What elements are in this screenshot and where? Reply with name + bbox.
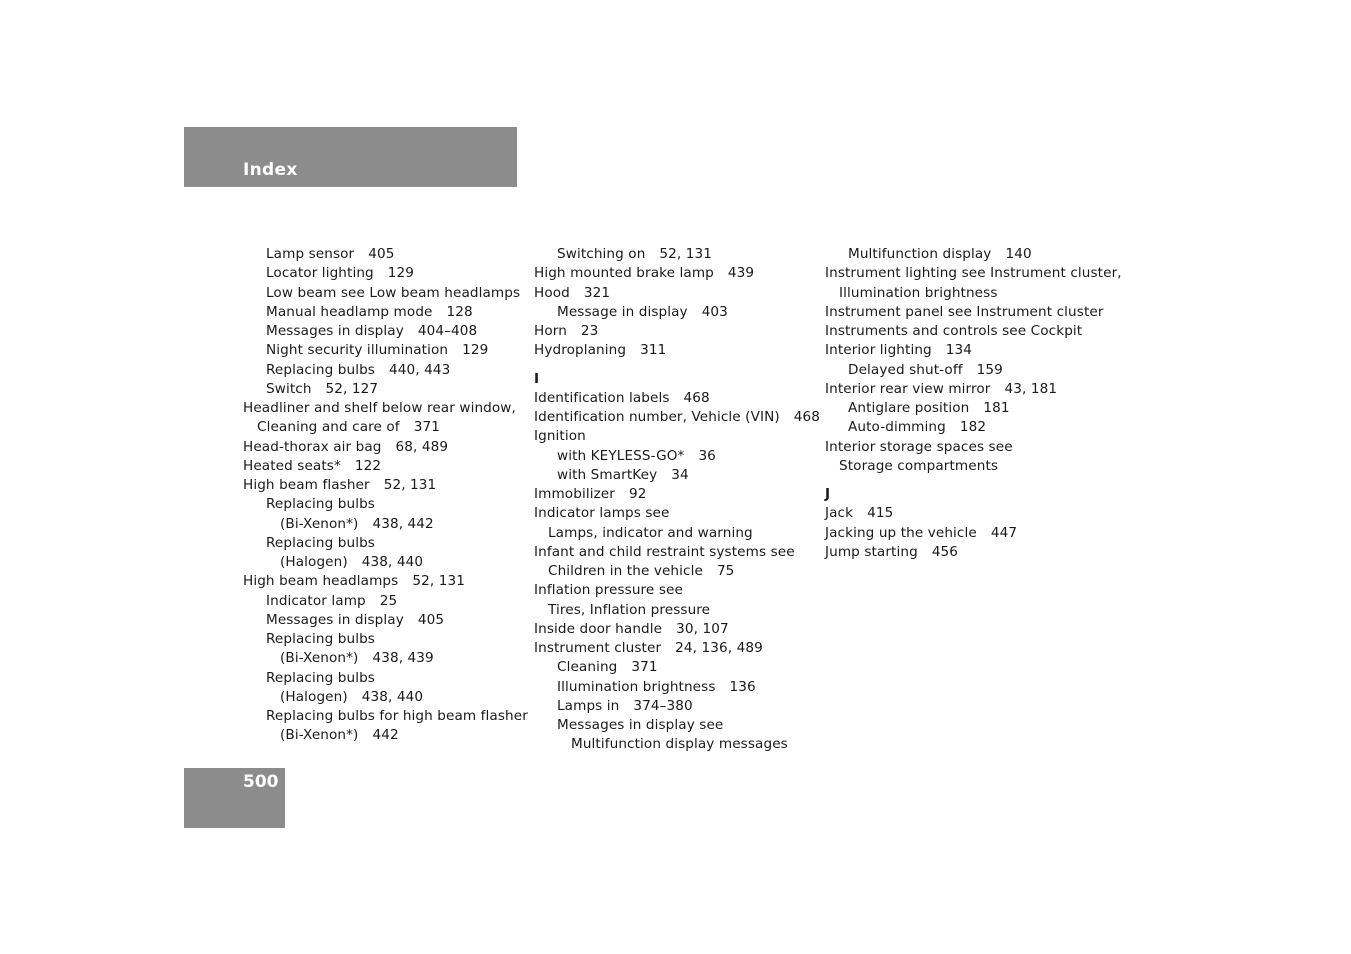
index-entry-pages: 415 xyxy=(867,505,894,522)
index-entry xyxy=(534,466,819,485)
index-entry-text: Switching on xyxy=(557,246,646,262)
index-column-2 xyxy=(534,245,819,755)
index-entry-pages: 52, 131 xyxy=(383,477,437,493)
index-entry-pages: 134 xyxy=(945,342,973,359)
index-entry-text: Indicator lamps see xyxy=(534,505,670,522)
index-entry-pages: 404–408 xyxy=(417,323,478,339)
index-entry xyxy=(243,264,528,283)
index-letter-heading: I xyxy=(534,370,540,387)
index-entry xyxy=(825,284,1125,303)
index-entry-text: Illumination brightness xyxy=(839,284,998,301)
index-entry-text: Head-thorax air bag xyxy=(243,438,382,455)
index-entry xyxy=(534,322,819,341)
index-entry xyxy=(534,678,819,697)
index-entry-pages: 438, 442 xyxy=(372,515,434,532)
index-entry-pages: 68, 489 xyxy=(395,438,449,455)
index-entry-text: Identification number, Vehicle (VIN) xyxy=(534,409,780,425)
index-entry-pages: 140 xyxy=(1005,246,1032,262)
index-entry xyxy=(243,399,528,418)
index-entry-text: Replacing bulbs xyxy=(266,669,375,686)
index-entry-text: (Bi-Xenon*) xyxy=(280,727,359,744)
index-entry-text: High beam flasher xyxy=(243,477,370,493)
index-entry xyxy=(243,649,528,668)
index-entry-pages: 442 xyxy=(372,727,399,744)
index-entry xyxy=(825,341,1125,360)
index-entry-pages: 321 xyxy=(583,284,611,301)
section-header-bar xyxy=(184,127,517,187)
page-number-tab xyxy=(184,768,285,828)
index-entry-text: Headliner and shelf below rear window, xyxy=(243,400,516,416)
index-entry-text: Instrument panel see Instrument cluster xyxy=(825,303,1104,320)
index-entry-text: Multifunction display messages xyxy=(571,736,788,753)
index-column-1 xyxy=(243,245,528,746)
index-entry-text: Children in the vehicle xyxy=(548,563,703,579)
index-entry xyxy=(243,457,528,476)
index-entry xyxy=(243,303,528,322)
index-entry-pages: 438, 440 xyxy=(361,688,424,705)
index-entry xyxy=(825,418,1125,437)
index-entry-pages: 52, 127 xyxy=(325,380,379,397)
index-entry-text: Horn xyxy=(534,323,567,339)
index-entry xyxy=(825,245,1125,264)
index-entry-text: (Bi-Xenon*) xyxy=(280,515,359,532)
index-entry-text: Replacing bulbs xyxy=(266,631,375,647)
index-entry xyxy=(825,399,1125,418)
index-entry-text: Lamp sensor xyxy=(266,246,355,262)
index-entry xyxy=(243,495,528,514)
index-entry-pages: 129 xyxy=(462,342,489,359)
index-entry-text: Instrument lighting see Instrument cluster, xyxy=(825,265,1122,282)
index-entry-text: with SmartKey xyxy=(557,466,658,483)
index-entry-pages: 371 xyxy=(631,659,658,676)
index-entry xyxy=(243,438,528,457)
index-entry xyxy=(825,303,1125,322)
index-entry xyxy=(534,447,819,466)
index-entry xyxy=(534,284,819,303)
index-entry-pages: 405 xyxy=(368,246,395,262)
index-entry-text: Tires, Inflation pressure xyxy=(548,601,711,618)
index-entry-pages: 52, 131 xyxy=(659,246,713,262)
index-entry xyxy=(825,543,1125,562)
index-entry-pages: 440, 443 xyxy=(388,361,451,378)
index-entry-text: Jack xyxy=(825,505,854,522)
index-entry-text: Interior rear view mirror xyxy=(825,380,991,397)
index-entry-text: Low beam see Low beam headlamps xyxy=(266,284,521,301)
index-entry-text: Replacing bulbs xyxy=(266,534,375,551)
index-entry xyxy=(243,534,528,553)
index-entry-text: Immobilizer xyxy=(534,486,615,502)
index-entry xyxy=(243,418,528,437)
index-entry-text: (Bi-Xenon*) xyxy=(280,650,359,667)
index-entry xyxy=(534,697,819,716)
index-entry-text: Jump starting xyxy=(825,543,918,560)
index-entry-text: Locator lighting xyxy=(266,265,374,282)
index-entry xyxy=(534,504,819,523)
index-entry xyxy=(243,553,528,572)
index-entry-pages: 439 xyxy=(727,265,755,282)
index-entry xyxy=(243,476,528,495)
index-column-3 xyxy=(825,245,1125,562)
index-entry-text: High beam headlamps xyxy=(243,573,399,590)
index-entry-text: High mounted brake lamp xyxy=(534,265,714,282)
index-entry-pages: 311 xyxy=(640,342,667,359)
index-entry-text: Antiglare position xyxy=(848,400,970,416)
index-entry-pages: 128 xyxy=(446,303,473,320)
index-entry-pages: 182 xyxy=(959,419,987,436)
index-entry-pages: 30, 107 xyxy=(676,620,729,637)
index-entry xyxy=(534,601,819,620)
index-entry xyxy=(243,707,528,726)
index-entry xyxy=(534,524,819,543)
index-entry xyxy=(825,380,1125,399)
index-entry-pages: 438, 439 xyxy=(372,650,434,667)
index-entry xyxy=(825,438,1125,457)
index-entry-text: Heated seats* xyxy=(243,457,341,474)
index-entry xyxy=(825,361,1125,380)
index-entry-text: Auto-dimming xyxy=(848,419,946,436)
index-entry xyxy=(243,688,528,707)
index-entry-pages: 75 xyxy=(716,563,735,579)
index-entry xyxy=(243,380,528,399)
index-entry-pages: 43, 181 xyxy=(1004,380,1058,397)
index-entry-pages: 52, 131 xyxy=(412,573,465,590)
index-entry-pages: 122 xyxy=(354,457,382,474)
index-entry-text: Jacking up the vehicle xyxy=(825,524,977,541)
index-entry-pages: 23 xyxy=(580,323,599,339)
index-entry-pages: 456 xyxy=(931,543,959,560)
index-entry-text: Lamps, indicator and warning xyxy=(548,524,753,541)
index-entry-text: Delayed shut-off xyxy=(848,361,963,378)
index-entry-pages: 447 xyxy=(990,524,1018,541)
index-entry xyxy=(243,361,528,380)
index-entry xyxy=(825,322,1125,341)
index-entry-pages: 181 xyxy=(983,400,1010,416)
index-entry-pages: 25 xyxy=(379,592,398,609)
index-entry-text: Multifunction display xyxy=(848,246,992,262)
index-entry-text: Infant and child restraint systems see xyxy=(534,543,795,560)
index-entry-pages: 34 xyxy=(671,466,689,483)
index-entry-text: Interior lighting xyxy=(825,342,932,359)
index-entry xyxy=(825,264,1125,283)
index-entry xyxy=(534,245,819,264)
index-entry xyxy=(243,630,528,649)
index-entry-text: Lamps in xyxy=(557,697,620,714)
index-entry xyxy=(534,543,819,562)
index-entry-text: Cleaning xyxy=(557,659,618,676)
index-entry-pages: 92 xyxy=(628,486,647,502)
index-entry-text: Replacing bulbs xyxy=(266,496,375,513)
index-entry xyxy=(534,389,819,408)
index-entry-text: Messages in display xyxy=(266,611,404,628)
index-entry-pages: 36 xyxy=(698,447,716,464)
index-entry-pages: 405 xyxy=(417,611,445,628)
index-entry-pages: 438, 440 xyxy=(361,554,424,570)
index-entry xyxy=(243,515,528,534)
index-entry-text: Switch xyxy=(266,380,312,397)
index-entry-text: Inflation pressure see xyxy=(534,582,683,599)
index-entry-pages: 136 xyxy=(729,678,756,695)
index-entry-text: Messages in display xyxy=(266,323,404,339)
index-entry-pages: 468 xyxy=(683,389,710,406)
index-entry xyxy=(825,504,1125,523)
index-entry-text: Inside door handle xyxy=(534,620,663,637)
index-entry-text: Illumination brightness xyxy=(557,678,716,695)
index-entry-pages: 371 xyxy=(413,419,440,436)
index-entry xyxy=(534,716,819,735)
index-entry xyxy=(534,408,819,427)
index-entry xyxy=(243,341,528,360)
index-entry xyxy=(534,303,819,322)
index-entry-pages: 403 xyxy=(701,303,728,320)
index-letter-heading: J xyxy=(825,486,831,502)
index-entry xyxy=(534,581,819,600)
index-entry-text: Instruments and controls see Cockpit xyxy=(825,323,1083,339)
index-entry xyxy=(825,524,1125,543)
index-entry-text: Replacing bulbs for high beam flasher xyxy=(266,708,528,724)
index-entry xyxy=(534,427,819,446)
index-entry-text: with KEYLESS-GO* xyxy=(557,447,685,464)
index-entry xyxy=(243,669,528,688)
index-entry-text: Ignition xyxy=(534,428,586,445)
index-entry-text: Indicator lamp xyxy=(266,592,366,609)
page-number: 500 xyxy=(243,772,279,792)
index-entry xyxy=(825,457,1125,476)
index-entry-text: Instrument cluster xyxy=(534,640,662,656)
index-entry xyxy=(243,611,528,630)
index-entry xyxy=(534,485,819,504)
index-entry xyxy=(534,264,819,283)
index-entry-text: Messages in display see xyxy=(557,717,724,733)
index-entry xyxy=(534,341,819,360)
index-entry-pages: 468 xyxy=(793,409,821,425)
index-entry xyxy=(534,735,819,754)
index-entry-text: Replacing bulbs xyxy=(266,361,375,378)
index-entry-text: (Halogen) xyxy=(280,554,348,570)
index-entry-text: Night security illumination xyxy=(266,342,449,359)
index-entry-pages: 159 xyxy=(976,361,1003,378)
index-entry xyxy=(243,284,528,303)
index-entry xyxy=(243,592,528,611)
index-entry xyxy=(534,658,819,677)
index-entry xyxy=(534,620,819,639)
index-entry-text: Message in display xyxy=(557,303,688,320)
index-entry-pages: 24, 136, 489 xyxy=(675,640,763,656)
index-entry xyxy=(243,726,528,745)
index-entry-text: Cleaning and care of xyxy=(257,419,400,436)
index-entry xyxy=(243,245,528,264)
index-entry xyxy=(243,322,528,341)
index-entry xyxy=(243,572,528,591)
index-entry-text: Manual headlamp mode xyxy=(266,303,433,320)
index-entry-pages: 129 xyxy=(387,265,415,282)
index-entry xyxy=(534,562,819,581)
index-entry xyxy=(534,639,819,658)
index-entry-text: Identification labels xyxy=(534,389,670,406)
index-entry-text: (Halogen) xyxy=(280,688,348,705)
index-entry-text: Hood xyxy=(534,284,570,301)
index-entry-text: Storage compartments xyxy=(839,457,999,474)
index-entry-pages: 374–380 xyxy=(633,697,693,714)
section-title: Index xyxy=(243,160,298,180)
index-entry-text: Hydroplaning xyxy=(534,342,627,359)
index-entry-text: Interior storage spaces see xyxy=(825,438,1013,455)
